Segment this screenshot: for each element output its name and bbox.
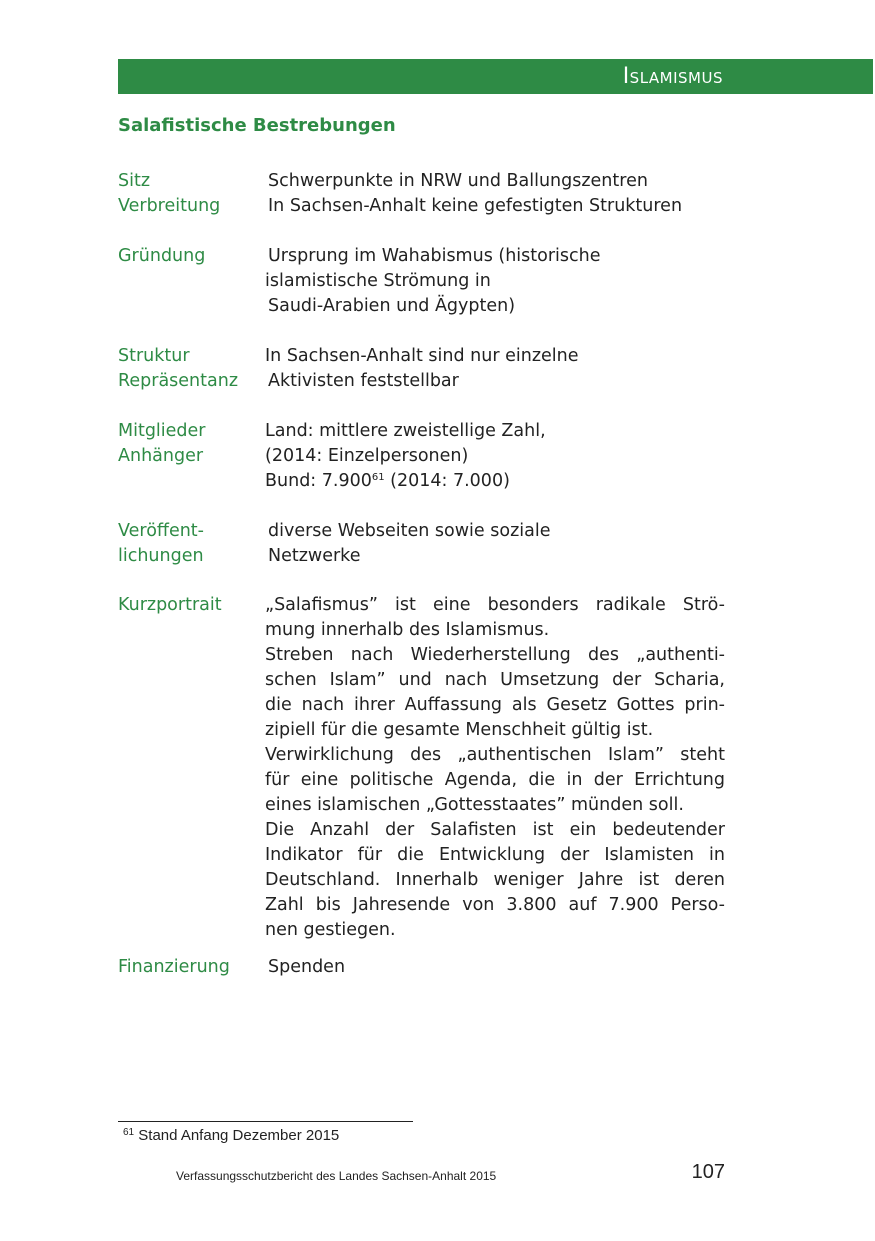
footnote-reference: 61 xyxy=(371,472,385,483)
finanzierung-value: Spenden xyxy=(268,957,346,977)
label-repraesentanz: Repräsentanz xyxy=(118,371,239,391)
label-veroeffentlichungen-2: lichungen xyxy=(118,546,204,566)
sitz-value-line: Schwerpunkte in NRW und Ballungszentren xyxy=(268,171,648,191)
page-number: 107 xyxy=(691,1161,725,1183)
kurzportrait-line: für eine politische Agenda, die in der Errichtung xyxy=(265,770,725,790)
label-finanzierung: Finanzierung xyxy=(118,957,230,977)
struktur-value-line: In Sachsen-Anhalt sind nur einzelne xyxy=(265,346,579,366)
chapter-header-bar xyxy=(118,59,873,94)
label-sitz: Sitz xyxy=(118,171,151,191)
label-veroeffentlichungen-1: Veröffent- xyxy=(118,521,204,541)
footer-publication-title: Verfassungsschutzbericht des Landes Sachsen-Anhalt 2015 xyxy=(176,1169,497,1183)
kurzportrait-line: Deutschland. Innerhalb weniger Jahre ist deren xyxy=(265,870,725,890)
veroeffentlichungen-value-line: Netzwerke xyxy=(268,546,361,566)
footnote-number: 61 xyxy=(123,1127,135,1138)
label-anhaenger: Anhänger xyxy=(118,446,204,466)
label-kurzportrait: Kurzportrait xyxy=(118,595,222,615)
kurzportrait-line: schen Islam” und nach Umsetzung der Scharia, xyxy=(265,670,725,690)
label-mitglieder: Mitglieder xyxy=(118,421,206,441)
veroeffentlichungen-value-line: diverse Webseiten sowie soziale xyxy=(268,521,551,541)
kurzportrait-line: Indikator für die Entwicklung der Islamisten in xyxy=(265,845,725,865)
mitglieder-value-line: (2014: Einzelpersonen) xyxy=(265,446,469,466)
gruendung-value-line: Ursprung im Wahabismus (historische xyxy=(268,246,601,266)
kurzportrait-line: Die Anzahl der Salafisten ist ein bedeutender xyxy=(265,820,725,840)
bund-previous-year: (2014: 7.000) xyxy=(384,471,510,491)
kurzportrait-line: „Salafismus” ist eine besonders radikale Strö- xyxy=(265,595,725,615)
gruendung-value-line: Saudi-Arabien und Ägypten) xyxy=(268,296,516,316)
footnote xyxy=(123,1127,339,1145)
verbreitung-value-line: In Sachsen-Anhalt keine gefestigten Strukturen xyxy=(268,196,683,216)
footnote-text: Stand Anfang Dezember 2015 xyxy=(134,1127,340,1144)
label-verbreitung: Verbreitung xyxy=(118,196,221,216)
kurzportrait-line: eines islamischen „Gottesstaates” münden soll. xyxy=(265,795,684,815)
bund-count: Bund: 7.900 xyxy=(265,471,372,491)
mitglieder-value-line xyxy=(265,469,510,494)
label-gruendung: Gründung xyxy=(118,246,206,266)
struktur-value-line: Aktivisten feststellbar xyxy=(268,371,459,391)
kurzportrait-line: mung innerhalb des Islamismus. xyxy=(265,620,550,640)
kurzportrait-line: Zahl bis Jahresende von 3.800 auf 7.900 Perso- xyxy=(265,895,725,915)
kurzportrait-line: nen gestiegen. xyxy=(265,920,396,940)
kurzportrait-line: die nach ihrer Auffassung als Gesetz Gottes prin- xyxy=(265,695,725,715)
label-struktur: Struktur xyxy=(118,346,190,366)
footnote-divider xyxy=(118,1121,413,1122)
kurzportrait-line: zipiell für die gesamte Menschheit gültig ist. xyxy=(265,720,654,740)
mitglieder-value-line: Land: mittlere zweistellige Zahl, xyxy=(265,421,546,441)
kurzportrait-line: Streben nach Wiederherstellung des „authenti- xyxy=(265,645,725,665)
chapter-title: Islamismus xyxy=(622,64,723,89)
gruendung-value-line: islamistische Strömung in xyxy=(265,271,491,291)
kurzportrait-line: Verwirklichung des „authentischen Islam” steht xyxy=(265,745,725,765)
section-title: Salafistische Bestrebungen xyxy=(118,115,396,136)
